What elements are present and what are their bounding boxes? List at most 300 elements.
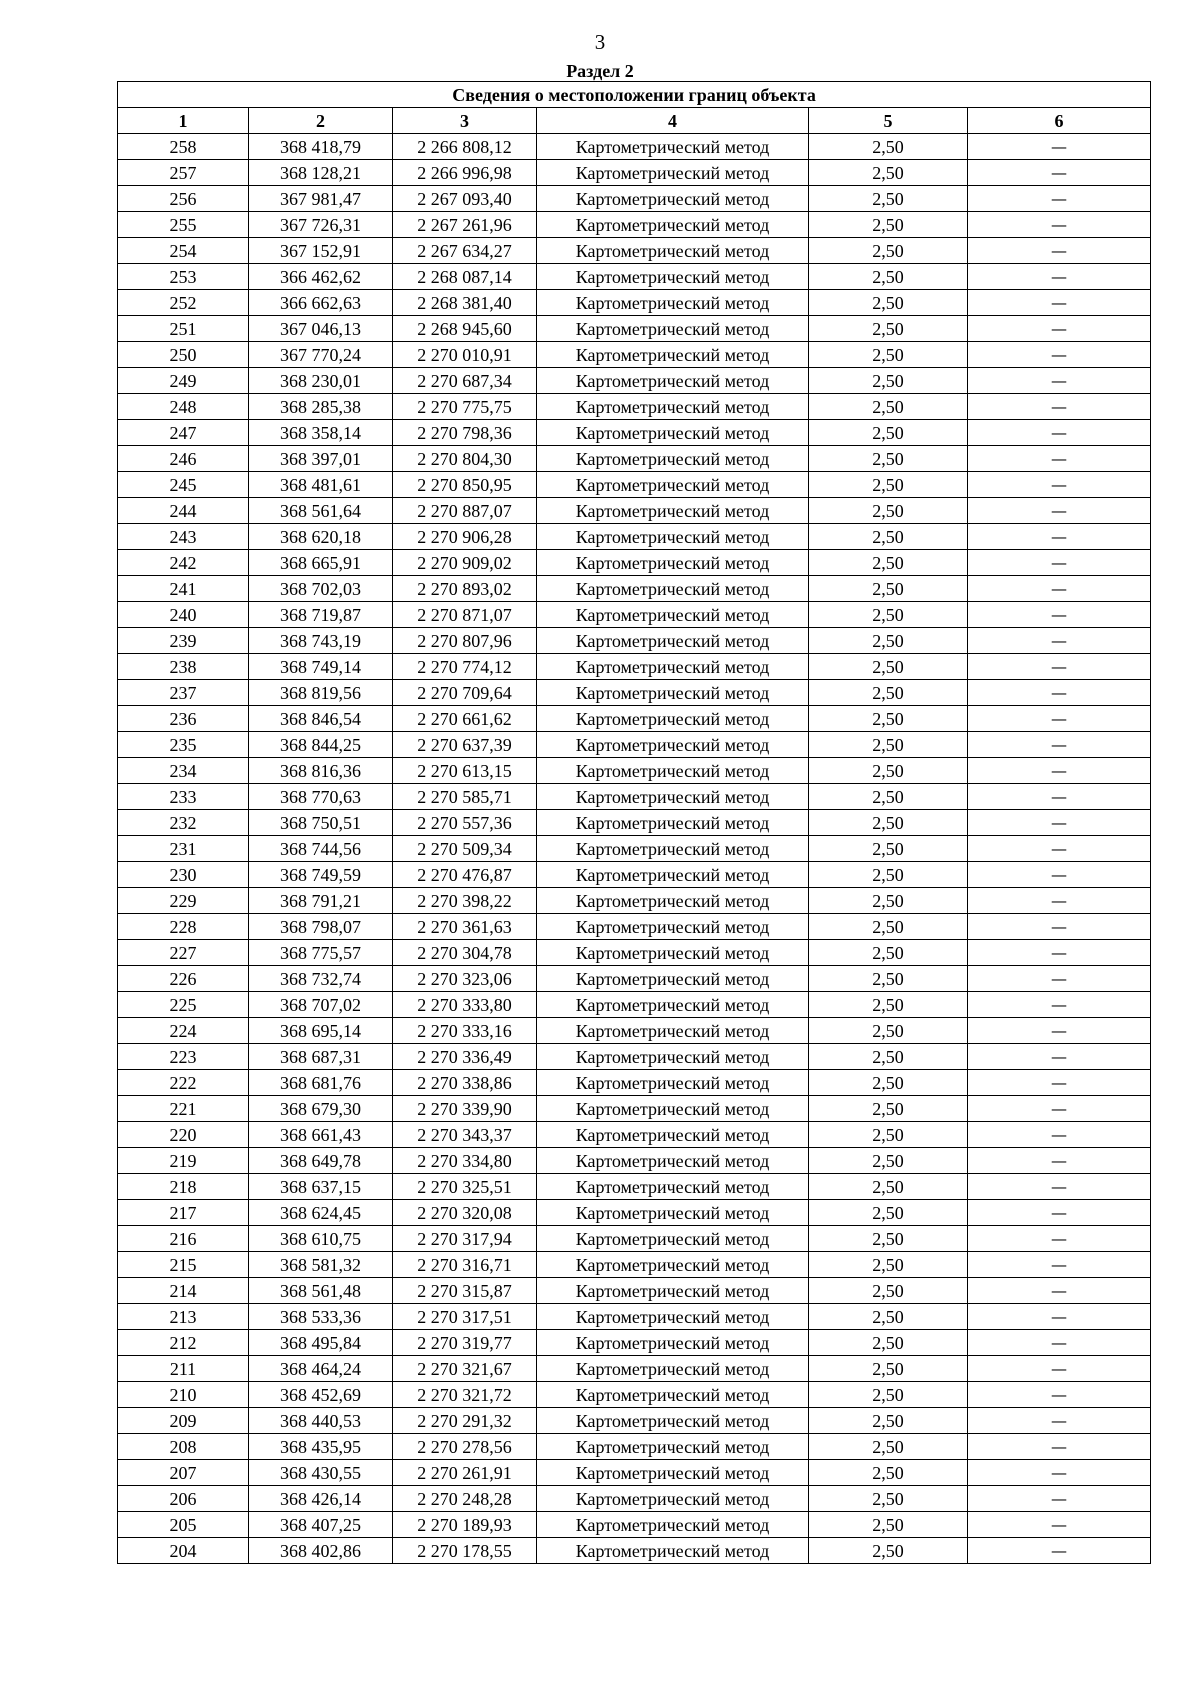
- cell-description: —: [968, 472, 1151, 498]
- cell-point-number: 226: [118, 966, 249, 992]
- cell-description: —: [968, 394, 1151, 420]
- cell-description: —: [968, 1148, 1151, 1174]
- cell-accuracy: 2,50: [809, 186, 968, 212]
- cell-accuracy: 2,50: [809, 1538, 968, 1564]
- table-row: [118, 1382, 1151, 1408]
- cell-y-coordinate: 2 270 709,64: [393, 680, 537, 706]
- cell-method: Картометрический метод: [537, 1538, 809, 1564]
- cell-y-coordinate: 2 270 317,94: [393, 1226, 537, 1252]
- cell-x-coordinate: 367 726,31: [249, 212, 393, 238]
- cell-point-number: 218: [118, 1174, 249, 1200]
- table-row: [118, 888, 1151, 914]
- cell-accuracy: 2,50: [809, 888, 968, 914]
- cell-y-coordinate: 2 270 850,95: [393, 472, 537, 498]
- cell-method: Картометрический метод: [537, 1356, 809, 1382]
- cell-accuracy: 2,50: [809, 394, 968, 420]
- table-row: [118, 940, 1151, 966]
- cell-x-coordinate: 368 679,30: [249, 1096, 393, 1122]
- cell-x-coordinate: 368 128,21: [249, 160, 393, 186]
- cell-x-coordinate: 368 610,75: [249, 1226, 393, 1252]
- cell-description: —: [968, 1278, 1151, 1304]
- cell-point-number: 217: [118, 1200, 249, 1226]
- cell-y-coordinate: 2 267 634,27: [393, 238, 537, 264]
- cell-method: Картометрический метод: [537, 628, 809, 654]
- cell-y-coordinate: 2 270 807,96: [393, 628, 537, 654]
- table-row: [118, 914, 1151, 940]
- cell-description: —: [968, 160, 1151, 186]
- cell-method: Картометрический метод: [537, 1330, 809, 1356]
- cell-y-coordinate: 2 270 291,32: [393, 1408, 537, 1434]
- cell-x-coordinate: 368 533,36: [249, 1304, 393, 1330]
- cell-point-number: 235: [118, 732, 249, 758]
- cell-method: Картометрический метод: [537, 1018, 809, 1044]
- cell-x-coordinate: 368 561,64: [249, 498, 393, 524]
- cell-description: —: [968, 732, 1151, 758]
- cell-x-coordinate: 367 981,47: [249, 186, 393, 212]
- cell-accuracy: 2,50: [809, 654, 968, 680]
- cell-x-coordinate: 368 285,38: [249, 394, 393, 420]
- table-row: [118, 1122, 1151, 1148]
- cell-method: Картометрический метод: [537, 966, 809, 992]
- cell-y-coordinate: 2 270 325,51: [393, 1174, 537, 1200]
- cell-y-coordinate: 2 270 906,28: [393, 524, 537, 550]
- cell-accuracy: 2,50: [809, 992, 968, 1018]
- cell-point-number: 220: [118, 1122, 249, 1148]
- cell-description: —: [968, 446, 1151, 472]
- table-row: [118, 160, 1151, 186]
- cell-x-coordinate: 368 426,14: [249, 1486, 393, 1512]
- cell-method: Картометрический метод: [537, 524, 809, 550]
- cell-x-coordinate: 368 719,87: [249, 602, 393, 628]
- cell-method: Картометрический метод: [537, 186, 809, 212]
- cell-accuracy: 2,50: [809, 1148, 968, 1174]
- cell-y-coordinate: 2 270 339,90: [393, 1096, 537, 1122]
- cell-method: Картометрический метод: [537, 212, 809, 238]
- cell-x-coordinate: 368 452,69: [249, 1382, 393, 1408]
- cell-method: Картометрический метод: [537, 1148, 809, 1174]
- cell-method: Картометрический метод: [537, 1486, 809, 1512]
- cell-point-number: 222: [118, 1070, 249, 1096]
- cell-method: Картометрический метод: [537, 654, 809, 680]
- cell-accuracy: 2,50: [809, 758, 968, 784]
- table-row: [118, 992, 1151, 1018]
- table-row: [118, 186, 1151, 212]
- cell-y-coordinate: 2 270 398,22: [393, 888, 537, 914]
- cell-point-number: 248: [118, 394, 249, 420]
- cell-y-coordinate: 2 270 774,12: [393, 654, 537, 680]
- table-row: [118, 1278, 1151, 1304]
- cell-description: —: [968, 1044, 1151, 1070]
- cell-description: —: [968, 498, 1151, 524]
- cell-x-coordinate: 368 624,45: [249, 1200, 393, 1226]
- cell-y-coordinate: 2 270 261,91: [393, 1460, 537, 1486]
- cell-description: —: [968, 264, 1151, 290]
- cell-accuracy: 2,50: [809, 1304, 968, 1330]
- cell-y-coordinate: 2 270 315,87: [393, 1278, 537, 1304]
- table-row: [118, 836, 1151, 862]
- cell-method: Картометрический метод: [537, 836, 809, 862]
- table-row: [118, 810, 1151, 836]
- cell-description: —: [968, 992, 1151, 1018]
- cell-method: Картометрический метод: [537, 862, 809, 888]
- cell-point-number: 225: [118, 992, 249, 1018]
- cell-method: Картометрический метод: [537, 446, 809, 472]
- cell-accuracy: 2,50: [809, 680, 968, 706]
- cell-x-coordinate: 368 435,95: [249, 1434, 393, 1460]
- cell-x-coordinate: 368 661,43: [249, 1122, 393, 1148]
- cell-method: Картометрический метод: [537, 368, 809, 394]
- cell-y-coordinate: 2 270 010,91: [393, 342, 537, 368]
- cell-point-number: 258: [118, 134, 249, 160]
- table-body: [118, 134, 1151, 1564]
- cell-description: —: [968, 1304, 1151, 1330]
- boundary-coordinates-table: [117, 81, 1151, 1564]
- cell-description: —: [968, 1538, 1151, 1564]
- table-row: [118, 1096, 1151, 1122]
- table-row: [118, 628, 1151, 654]
- cell-method: Картометрический метод: [537, 1382, 809, 1408]
- cell-point-number: 212: [118, 1330, 249, 1356]
- table-row: [118, 1486, 1151, 1512]
- cell-y-coordinate: 2 270 333,80: [393, 992, 537, 1018]
- page-number: 3: [594, 30, 606, 54]
- cell-x-coordinate: 368 561,48: [249, 1278, 393, 1304]
- cell-y-coordinate: 2 270 557,36: [393, 810, 537, 836]
- cell-description: —: [968, 680, 1151, 706]
- cell-x-coordinate: 368 791,21: [249, 888, 393, 914]
- table-row: [118, 1460, 1151, 1486]
- cell-y-coordinate: 2 270 336,49: [393, 1044, 537, 1070]
- cell-point-number: 209: [118, 1408, 249, 1434]
- cell-point-number: 256: [118, 186, 249, 212]
- cell-method: Картометрический метод: [537, 1174, 809, 1200]
- table-row: [118, 732, 1151, 758]
- cell-accuracy: 2,50: [809, 810, 968, 836]
- cell-x-coordinate: 368 687,31: [249, 1044, 393, 1070]
- cell-method: Картометрический метод: [537, 758, 809, 784]
- cell-x-coordinate: 368 707,02: [249, 992, 393, 1018]
- column-header-4: 4: [537, 108, 809, 134]
- cell-accuracy: 2,50: [809, 342, 968, 368]
- table-row: [118, 1148, 1151, 1174]
- cell-accuracy: 2,50: [809, 1018, 968, 1044]
- cell-method: Картометрический метод: [537, 1122, 809, 1148]
- cell-description: —: [968, 368, 1151, 394]
- cell-y-coordinate: 2 266 808,12: [393, 134, 537, 160]
- cell-accuracy: 2,50: [809, 1200, 968, 1226]
- cell-x-coordinate: 368 775,57: [249, 940, 393, 966]
- cell-y-coordinate: 2 268 087,14: [393, 264, 537, 290]
- cell-description: —: [968, 420, 1151, 446]
- cell-y-coordinate: 2 270 887,07: [393, 498, 537, 524]
- cell-accuracy: 2,50: [809, 1434, 968, 1460]
- cell-x-coordinate: 368 732,74: [249, 966, 393, 992]
- cell-accuracy: 2,50: [809, 784, 968, 810]
- cell-x-coordinate: 368 702,03: [249, 576, 393, 602]
- table-row: [118, 524, 1151, 550]
- cell-x-coordinate: 367 770,24: [249, 342, 393, 368]
- cell-description: —: [968, 784, 1151, 810]
- cell-x-coordinate: 368 665,91: [249, 550, 393, 576]
- cell-description: —: [968, 966, 1151, 992]
- cell-method: Картометрический метод: [537, 160, 809, 186]
- cell-point-number: 206: [118, 1486, 249, 1512]
- cell-y-coordinate: 2 270 893,02: [393, 576, 537, 602]
- cell-point-number: 252: [118, 290, 249, 316]
- cell-y-coordinate: 2 270 361,63: [393, 914, 537, 940]
- cell-accuracy: 2,50: [809, 836, 968, 862]
- cell-description: —: [968, 602, 1151, 628]
- table-row: [118, 1434, 1151, 1460]
- cell-method: Картометрический метод: [537, 602, 809, 628]
- table-row: [118, 420, 1151, 446]
- cell-point-number: 231: [118, 836, 249, 862]
- cell-accuracy: 2,50: [809, 134, 968, 160]
- cell-description: —: [968, 1486, 1151, 1512]
- cell-description: —: [968, 1070, 1151, 1096]
- cell-point-number: 213: [118, 1304, 249, 1330]
- cell-method: Картометрический метод: [537, 1304, 809, 1330]
- table-row: [118, 784, 1151, 810]
- cell-description: —: [968, 524, 1151, 550]
- cell-x-coordinate: 368 749,14: [249, 654, 393, 680]
- cell-method: Картометрический метод: [537, 238, 809, 264]
- cell-x-coordinate: 368 743,19: [249, 628, 393, 654]
- cell-method: Картометрический метод: [537, 576, 809, 602]
- cell-description: —: [968, 1330, 1151, 1356]
- cell-y-coordinate: 2 270 321,72: [393, 1382, 537, 1408]
- cell-y-coordinate: 2 270 343,37: [393, 1122, 537, 1148]
- cell-y-coordinate: 2 267 093,40: [393, 186, 537, 212]
- column-header-2: 2: [249, 108, 393, 134]
- cell-point-number: 221: [118, 1096, 249, 1122]
- cell-accuracy: 2,50: [809, 1356, 968, 1382]
- cell-x-coordinate: 368 798,07: [249, 914, 393, 940]
- table-row: [118, 966, 1151, 992]
- cell-method: Картометрический метод: [537, 992, 809, 1018]
- cell-accuracy: 2,50: [809, 1044, 968, 1070]
- table-row: [118, 1252, 1151, 1278]
- table-row: [118, 238, 1151, 264]
- table-row: [118, 472, 1151, 498]
- cell-method: Картометрический метод: [537, 316, 809, 342]
- cell-point-number: 238: [118, 654, 249, 680]
- cell-accuracy: 2,50: [809, 238, 968, 264]
- cell-accuracy: 2,50: [809, 446, 968, 472]
- cell-x-coordinate: 368 230,01: [249, 368, 393, 394]
- cell-x-coordinate: 368 846,54: [249, 706, 393, 732]
- cell-description: —: [968, 1096, 1151, 1122]
- table-row: [118, 446, 1151, 472]
- cell-description: —: [968, 290, 1151, 316]
- table-row: [118, 576, 1151, 602]
- cell-point-number: 242: [118, 550, 249, 576]
- cell-y-coordinate: 2 270 323,06: [393, 966, 537, 992]
- cell-point-number: 232: [118, 810, 249, 836]
- table-row: [118, 212, 1151, 238]
- cell-accuracy: 2,50: [809, 602, 968, 628]
- cell-point-number: 210: [118, 1382, 249, 1408]
- cell-y-coordinate: 2 270 316,71: [393, 1252, 537, 1278]
- cell-x-coordinate: 367 046,13: [249, 316, 393, 342]
- table-row: [118, 1538, 1151, 1564]
- cell-y-coordinate: 2 270 871,07: [393, 602, 537, 628]
- table-row: [118, 758, 1151, 784]
- cell-y-coordinate: 2 270 804,30: [393, 446, 537, 472]
- cell-point-number: 249: [118, 368, 249, 394]
- cell-description: —: [968, 810, 1151, 836]
- cell-accuracy: 2,50: [809, 1252, 968, 1278]
- cell-point-number: 243: [118, 524, 249, 550]
- cell-y-coordinate: 2 270 798,36: [393, 420, 537, 446]
- cell-description: —: [968, 888, 1151, 914]
- cell-x-coordinate: 368 819,56: [249, 680, 393, 706]
- cell-x-coordinate: 368 402,86: [249, 1538, 393, 1564]
- cell-description: —: [968, 316, 1151, 342]
- cell-x-coordinate: 368 430,55: [249, 1460, 393, 1486]
- table-caption: Сведения о местоположении границ объекта: [118, 82, 1151, 108]
- cell-point-number: 247: [118, 420, 249, 446]
- cell-accuracy: 2,50: [809, 1408, 968, 1434]
- cell-x-coordinate: 368 358,14: [249, 420, 393, 446]
- cell-description: —: [968, 1226, 1151, 1252]
- table-row: [118, 342, 1151, 368]
- cell-x-coordinate: 368 397,01: [249, 446, 393, 472]
- cell-accuracy: 2,50: [809, 212, 968, 238]
- cell-x-coordinate: 368 620,18: [249, 524, 393, 550]
- cell-y-coordinate: 2 270 189,93: [393, 1512, 537, 1538]
- cell-y-coordinate: 2 270 476,87: [393, 862, 537, 888]
- table-row: [118, 1200, 1151, 1226]
- cell-accuracy: 2,50: [809, 160, 968, 186]
- cell-y-coordinate: 2 270 320,08: [393, 1200, 537, 1226]
- cell-point-number: 244: [118, 498, 249, 524]
- cell-method: Картометрический метод: [537, 1044, 809, 1070]
- cell-accuracy: 2,50: [809, 1096, 968, 1122]
- cell-method: Картометрический метод: [537, 784, 809, 810]
- cell-method: Картометрический метод: [537, 394, 809, 420]
- cell-accuracy: 2,50: [809, 862, 968, 888]
- cell-accuracy: 2,50: [809, 1278, 968, 1304]
- column-header-1: 1: [118, 108, 249, 134]
- cell-accuracy: 2,50: [809, 706, 968, 732]
- cell-description: —: [968, 550, 1151, 576]
- cell-accuracy: 2,50: [809, 1512, 968, 1538]
- cell-method: Картометрический метод: [537, 940, 809, 966]
- cell-y-coordinate: 2 270 248,28: [393, 1486, 537, 1512]
- cell-accuracy: 2,50: [809, 498, 968, 524]
- cell-x-coordinate: 368 681,76: [249, 1070, 393, 1096]
- cell-description: —: [968, 914, 1151, 940]
- cell-accuracy: 2,50: [809, 1486, 968, 1512]
- cell-point-number: 227: [118, 940, 249, 966]
- table-row: [118, 862, 1151, 888]
- cell-method: Картометрический метод: [537, 1434, 809, 1460]
- table-row: [118, 1304, 1151, 1330]
- section-title: Раздел 2: [566, 61, 634, 81]
- cell-point-number: 241: [118, 576, 249, 602]
- cell-description: —: [968, 1408, 1151, 1434]
- cell-point-number: 228: [118, 914, 249, 940]
- cell-x-coordinate: 368 464,24: [249, 1356, 393, 1382]
- cell-point-number: 216: [118, 1226, 249, 1252]
- cell-accuracy: 2,50: [809, 420, 968, 446]
- cell-x-coordinate: 367 152,91: [249, 238, 393, 264]
- cell-description: —: [968, 1018, 1151, 1044]
- cell-x-coordinate: 368 750,51: [249, 810, 393, 836]
- cell-y-coordinate: 2 270 613,15: [393, 758, 537, 784]
- cell-method: Картометрический метод: [537, 290, 809, 316]
- table-row: [118, 134, 1151, 160]
- cell-accuracy: 2,50: [809, 1330, 968, 1356]
- cell-method: Картометрический метод: [537, 1096, 809, 1122]
- cell-description: —: [968, 706, 1151, 732]
- table-row: [118, 1512, 1151, 1538]
- cell-description: —: [968, 654, 1151, 680]
- cell-method: Картометрический метод: [537, 1252, 809, 1278]
- cell-method: Картометрический метод: [537, 472, 809, 498]
- table-row: [118, 654, 1151, 680]
- cell-y-coordinate: 2 270 304,78: [393, 940, 537, 966]
- cell-x-coordinate: 368 744,56: [249, 836, 393, 862]
- cell-point-number: 234: [118, 758, 249, 784]
- cell-y-coordinate: 2 270 334,80: [393, 1148, 537, 1174]
- cell-method: Картометрический метод: [537, 732, 809, 758]
- table-head: [118, 82, 1151, 134]
- cell-x-coordinate: 368 495,84: [249, 1330, 393, 1356]
- cell-accuracy: 2,50: [809, 732, 968, 758]
- cell-method: Картометрический метод: [537, 342, 809, 368]
- cell-x-coordinate: 368 749,59: [249, 862, 393, 888]
- cell-description: —: [968, 1200, 1151, 1226]
- table-row: [118, 1018, 1151, 1044]
- cell-point-number: 251: [118, 316, 249, 342]
- cell-x-coordinate: 368 770,63: [249, 784, 393, 810]
- cell-y-coordinate: 2 270 338,86: [393, 1070, 537, 1096]
- cell-point-number: 233: [118, 784, 249, 810]
- cell-accuracy: 2,50: [809, 576, 968, 602]
- cell-y-coordinate: 2 270 909,02: [393, 550, 537, 576]
- cell-method: Картометрический метод: [537, 264, 809, 290]
- cell-accuracy: 2,50: [809, 1070, 968, 1096]
- cell-point-number: 205: [118, 1512, 249, 1538]
- cell-accuracy: 2,50: [809, 940, 968, 966]
- cell-point-number: 211: [118, 1356, 249, 1382]
- cell-y-coordinate: 2 270 775,75: [393, 394, 537, 420]
- cell-description: —: [968, 1356, 1151, 1382]
- cell-x-coordinate: 368 581,32: [249, 1252, 393, 1278]
- cell-y-coordinate: 2 270 333,16: [393, 1018, 537, 1044]
- cell-x-coordinate: 366 462,62: [249, 264, 393, 290]
- cell-accuracy: 2,50: [809, 628, 968, 654]
- cell-y-coordinate: 2 266 996,98: [393, 160, 537, 186]
- table-row: [118, 368, 1151, 394]
- cell-description: —: [968, 576, 1151, 602]
- cell-point-number: 237: [118, 680, 249, 706]
- cell-method: Картометрический метод: [537, 706, 809, 732]
- cell-x-coordinate: 368 418,79: [249, 134, 393, 160]
- cell-description: —: [968, 628, 1151, 654]
- cell-method: Картометрический метод: [537, 810, 809, 836]
- cell-point-number: 214: [118, 1278, 249, 1304]
- cell-description: —: [968, 1252, 1151, 1278]
- table-row: [118, 602, 1151, 628]
- cell-point-number: 245: [118, 472, 249, 498]
- cell-x-coordinate: 368 816,36: [249, 758, 393, 784]
- cell-accuracy: 2,50: [809, 472, 968, 498]
- cell-description: —: [968, 1434, 1151, 1460]
- cell-x-coordinate: 368 440,53: [249, 1408, 393, 1434]
